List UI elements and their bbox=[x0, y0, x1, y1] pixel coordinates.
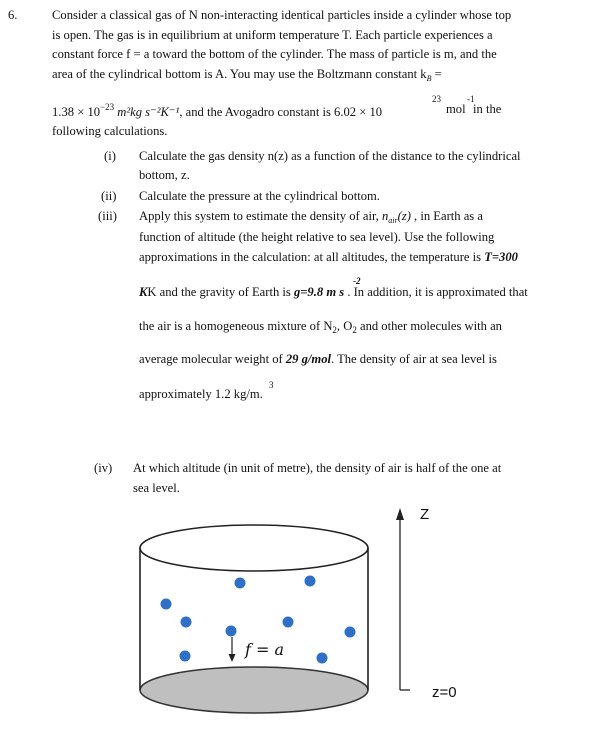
of-z: (z) bbox=[397, 209, 411, 223]
part-iii-text-6: average molecular weight of bbox=[139, 352, 286, 366]
mol-unit: mol bbox=[446, 102, 466, 116]
particle bbox=[305, 576, 316, 587]
intro-text-1: Consider a classical gas of N non-interacting identical particles inside a cylinder whose top bbox=[52, 8, 512, 22]
avogadro-exponent: 23 bbox=[432, 94, 441, 104]
final-period: . bbox=[259, 387, 263, 401]
part-i-line-2: bottom, z. bbox=[139, 168, 190, 182]
force-label: f = a bbox=[245, 640, 285, 659]
kb-equals: = bbox=[431, 67, 442, 81]
n2-subscript: 2 bbox=[332, 325, 337, 335]
in-earth: , in Earth as a bbox=[410, 209, 483, 223]
force-arrowhead bbox=[229, 654, 236, 662]
particle bbox=[235, 578, 246, 589]
particle bbox=[180, 651, 191, 662]
kb-subscript: B bbox=[426, 74, 432, 83]
part-ii-line-1: Calculate the pressure at the cylindrical bottom. bbox=[139, 189, 380, 203]
part-iii-text-3: approximations in the calculation: at all altitudes, the temperature is bbox=[139, 250, 485, 264]
part-iv-line-2: sea level. bbox=[133, 481, 180, 495]
particle bbox=[317, 653, 328, 664]
part-iii-text-7: approximately 1.2 kg/m bbox=[139, 387, 260, 401]
part-i-line-1: Calculate the gas density n(z) as a function of the distance to the cylindrical bbox=[139, 149, 521, 163]
sea-text: . The density of air at sea level is bbox=[331, 352, 497, 366]
gravity-value: g=9.8 m s bbox=[293, 285, 345, 299]
intro-text-3: constant force f = a toward the bottom of the cylinder. The mass of particle is m, and the bbox=[52, 47, 497, 61]
part-iv-label: (iv) bbox=[94, 461, 113, 475]
boltzmann-exponent: −23 bbox=[100, 102, 115, 112]
part-iii-label: (iii) bbox=[98, 209, 117, 223]
part-iv-line-1: At which altitude (in unit of metre), the density of air is half of the one at bbox=[133, 461, 502, 475]
addition-text: . In addition, it is approximated that bbox=[344, 285, 528, 299]
n-air: n bbox=[381, 209, 389, 223]
gravity-exponent: -2 bbox=[353, 276, 361, 286]
part-iii-text-4: K and the gravity of Earth is bbox=[147, 285, 294, 299]
cube-exponent: 3 bbox=[269, 380, 274, 390]
part-ii-label: (ii) bbox=[101, 189, 117, 203]
z-axis-label: Z bbox=[420, 506, 430, 523]
others-text: and other molecules with an bbox=[356, 319, 502, 333]
part-iii-text-5: the air is a homogeneous mixture of N bbox=[139, 319, 333, 333]
boltzmann-units: m²kg s⁻²K⁻¹ bbox=[117, 105, 180, 119]
z-axis-arrowhead bbox=[396, 508, 404, 520]
particle bbox=[181, 617, 192, 628]
part-iii-text-1: Apply this system to estimate the density of air, bbox=[139, 209, 382, 223]
cylinder-top bbox=[140, 525, 368, 571]
intro-line-6: following calculations. bbox=[52, 124, 168, 138]
temperature-value: T=300 bbox=[484, 250, 518, 264]
in-the-text: in the bbox=[473, 102, 502, 116]
particle bbox=[345, 627, 356, 638]
boltzmann-mantissa: 1.38 × 10 bbox=[52, 105, 101, 119]
kelvin-unit: K bbox=[139, 285, 148, 299]
particle bbox=[283, 617, 294, 628]
o2-text: , O bbox=[336, 319, 353, 333]
mol-exponent: -1 bbox=[467, 94, 475, 104]
molecular-weight: 29 g/mol bbox=[285, 352, 331, 366]
intro-text-2: is open. The gas is in equilibrium at uniform temperature T. Each particle experiences a bbox=[52, 28, 493, 42]
particle bbox=[161, 599, 172, 610]
part-i-label: (i) bbox=[104, 149, 116, 163]
o2-subscript: 2 bbox=[352, 325, 357, 335]
particle bbox=[226, 626, 237, 637]
origin-label: z=0 bbox=[432, 684, 457, 701]
intro-text-4: area of the cylindrical bottom is A. You may use the Boltzmann constant k bbox=[52, 67, 427, 81]
problem-number: 6. bbox=[8, 8, 18, 22]
air-subscript: air bbox=[388, 216, 398, 225]
avogadro-text: , and the Avogadro constant is 6.02 × 10 bbox=[179, 105, 383, 119]
part-iii-line-2: function of altitude (the height relative to sea level). Use the following bbox=[139, 230, 495, 244]
